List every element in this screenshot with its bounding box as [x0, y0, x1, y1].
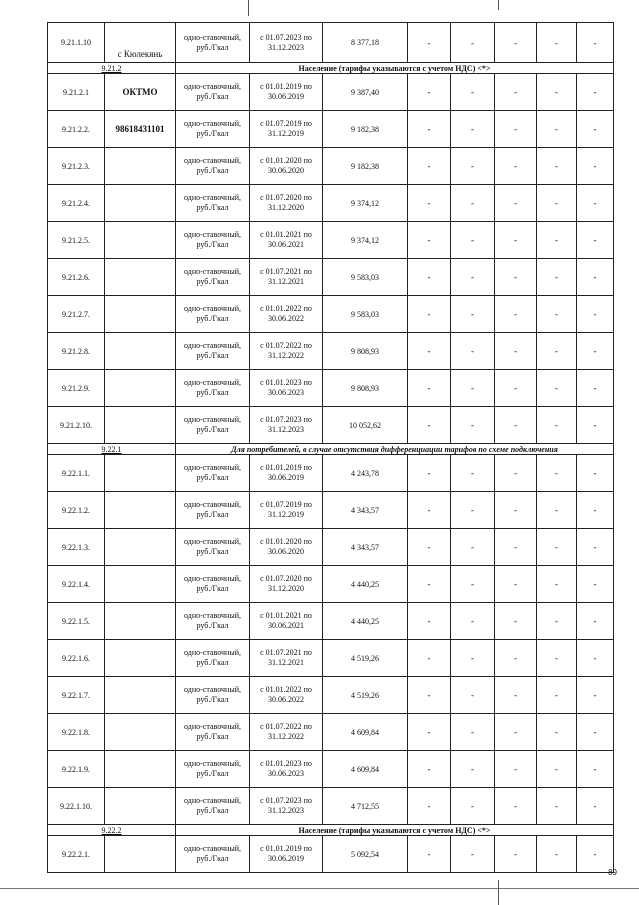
tariff-type: одно-ставочный, руб./Гкал: [176, 677, 250, 714]
empty-value-dash: -: [408, 259, 451, 296]
tariff-value: 4 609,84: [323, 714, 408, 751]
empty-value-dash: -: [495, 677, 537, 714]
organization-cell: [105, 222, 176, 259]
empty-value-dash: -: [577, 751, 614, 788]
empty-value-dash: -: [408, 185, 451, 222]
empty-value-dash: -: [537, 407, 577, 444]
tariff-type: одно-ставочный, руб./Гкал: [176, 603, 250, 640]
organization-cell: [105, 370, 176, 407]
tariff-value: 9 583,03: [323, 259, 408, 296]
empty-value-dash: -: [451, 407, 495, 444]
tariff-type: одно-ставочный, руб./Гкал: [176, 714, 250, 751]
empty-value-dash: -: [577, 566, 614, 603]
empty-value-dash: -: [451, 836, 495, 873]
tariff-value: 4 712,55: [323, 788, 408, 825]
organization-cell: [105, 751, 176, 788]
empty-value-dash: -: [408, 333, 451, 370]
table-row: [48, 222, 614, 259]
table-row: [48, 111, 614, 148]
tariff-period: с 01.07.2023 по 31.12.2023: [250, 407, 323, 444]
empty-value-dash: -: [408, 370, 451, 407]
tariff-table-body: [48, 23, 614, 873]
empty-value-dash: -: [451, 333, 495, 370]
tariff-value: 5 092,54: [323, 836, 408, 873]
row-number: 9.22.1.5.: [48, 603, 105, 640]
empty-value-dash: -: [577, 492, 614, 529]
empty-value-dash: -: [495, 333, 537, 370]
section-number: 9.22.1: [48, 444, 176, 455]
row-number: 9.21.2.6.: [48, 259, 105, 296]
organization-cell: [105, 407, 176, 444]
oktmo-code: 98618431101: [115, 124, 165, 134]
tariff-period: с 01.01.2023 по 30.06.2023: [250, 370, 323, 407]
section-row: [48, 825, 614, 836]
empty-value-dash: -: [408, 751, 451, 788]
empty-value-dash: -: [537, 148, 577, 185]
empty-value-dash: -: [495, 714, 537, 751]
tariff-period: с 01.07.2023 по 31.12.2023: [250, 23, 323, 63]
empty-value-dash: -: [537, 677, 577, 714]
empty-value-dash: -: [537, 23, 577, 63]
empty-value-dash: -: [537, 836, 577, 873]
empty-value-dash: -: [495, 640, 537, 677]
tariff-period: с 01.07.2020 по 31.12.2020: [250, 566, 323, 603]
table-row: [48, 640, 614, 677]
tariff-type: одно-ставочный, руб./Гкал: [176, 370, 250, 407]
row-number: 9.21.2.10.: [48, 407, 105, 444]
empty-value-dash: -: [451, 296, 495, 333]
tariff-type: одно-ставочный, руб./Гкал: [176, 296, 250, 333]
tariff-value: 9 182,38: [323, 148, 408, 185]
table-row: [48, 455, 614, 492]
tariff-value: 4 343,57: [323, 529, 408, 566]
tariff-type: одно-ставочный, руб./Гкал: [176, 455, 250, 492]
organization-cell: [105, 640, 176, 677]
tariff-period: с 01.07.2022 по 31.12.2022: [250, 714, 323, 751]
table-row: [48, 333, 614, 370]
empty-value-dash: -: [577, 296, 614, 333]
table-row: [48, 148, 614, 185]
empty-value-dash: -: [537, 370, 577, 407]
tariff-value: 4 519,26: [323, 640, 408, 677]
table-row: [48, 788, 614, 825]
tariff-period: с 01.01.2022 по 30.06.2022: [250, 296, 323, 333]
empty-value-dash: -: [451, 185, 495, 222]
empty-value-dash: -: [537, 751, 577, 788]
empty-value-dash: -: [537, 296, 577, 333]
empty-value-dash: -: [495, 23, 537, 63]
tariff-type: одно-ставочный, руб./Гкал: [176, 836, 250, 873]
tariff-value: 9 387,40: [323, 74, 408, 111]
empty-value-dash: -: [537, 603, 577, 640]
organization-cell: [105, 23, 176, 63]
table-row: [48, 529, 614, 566]
empty-value-dash: -: [408, 677, 451, 714]
organization-cell: [105, 529, 176, 566]
section-title: Население (тарифы указываются с учетом НДС) <*>: [176, 825, 614, 836]
tariff-period: с 01.07.2020 по 31.12.2020: [250, 185, 323, 222]
table-row: [48, 370, 614, 407]
row-number: 9.22.1.10.: [48, 788, 105, 825]
section-number: 9.22.2: [48, 825, 176, 836]
empty-value-dash: -: [495, 370, 537, 407]
table-row: [48, 603, 614, 640]
empty-value-dash: -: [577, 714, 614, 751]
table-row: [48, 407, 614, 444]
empty-value-dash: -: [451, 259, 495, 296]
organization-cell: [105, 74, 176, 111]
empty-value-dash: -: [577, 529, 614, 566]
empty-value-dash: -: [451, 788, 495, 825]
tariff-value: 9 182,38: [323, 111, 408, 148]
tariff-value: 4 243,78: [323, 455, 408, 492]
tariff-type: одно-ставочный, руб./Гкал: [176, 259, 250, 296]
tariff-value: 4 440,25: [323, 603, 408, 640]
tariff-type: одно-ставочный, руб./Гкал: [176, 529, 250, 566]
empty-value-dash: -: [577, 455, 614, 492]
empty-value-dash: -: [537, 529, 577, 566]
empty-value-dash: -: [451, 677, 495, 714]
tariff-period: с 01.07.2023 по 31.12.2023: [250, 788, 323, 825]
table-row: [48, 185, 614, 222]
row-number: 9.22.1.2.: [48, 492, 105, 529]
empty-value-dash: -: [451, 640, 495, 677]
empty-value-dash: -: [577, 788, 614, 825]
empty-value-dash: -: [408, 714, 451, 751]
empty-value-dash: -: [577, 677, 614, 714]
tariff-value: 4 609,84: [323, 751, 408, 788]
tariff-type: одно-ставочный, руб./Гкал: [176, 185, 250, 222]
empty-value-dash: -: [495, 111, 537, 148]
organization-cell: [105, 111, 176, 148]
empty-value-dash: -: [577, 185, 614, 222]
empty-value-dash: -: [451, 566, 495, 603]
tariff-value: 8 377,18: [323, 23, 408, 63]
empty-value-dash: -: [408, 640, 451, 677]
tariff-period: с 01.07.2021 по 31.12.2021: [250, 259, 323, 296]
empty-value-dash: -: [451, 492, 495, 529]
table-row: [48, 296, 614, 333]
empty-value-dash: -: [408, 603, 451, 640]
row-number: 9.21.2.4.: [48, 185, 105, 222]
tariff-type: одно-ставочный, руб./Гкал: [176, 148, 250, 185]
tariff-value: 4 519,26: [323, 677, 408, 714]
tariff-period: с 01.01.2021 по 30.06.2021: [250, 222, 323, 259]
tariff-period: с 01.01.2023 по 30.06.2023: [250, 751, 323, 788]
empty-value-dash: -: [577, 259, 614, 296]
tariff-table: [47, 22, 614, 873]
empty-value-dash: -: [451, 370, 495, 407]
row-number: 9.21.2.7.: [48, 296, 105, 333]
empty-value-dash: -: [451, 751, 495, 788]
empty-value-dash: -: [577, 74, 614, 111]
table-row: [48, 751, 614, 788]
empty-value-dash: -: [577, 333, 614, 370]
tariff-type: одно-ставочный, руб./Гкал: [176, 788, 250, 825]
empty-value-dash: -: [451, 23, 495, 63]
empty-value-dash: -: [451, 74, 495, 111]
row-number: 9.21.2.5.: [48, 222, 105, 259]
tariff-type: одно-ставочный, руб./Гкал: [176, 23, 250, 63]
empty-value-dash: -: [495, 455, 537, 492]
empty-value-dash: -: [537, 566, 577, 603]
empty-value-dash: -: [495, 836, 537, 873]
empty-value-dash: -: [537, 492, 577, 529]
empty-value-dash: -: [537, 185, 577, 222]
tariff-type: одно-ставочный, руб./Гкал: [176, 333, 250, 370]
empty-value-dash: -: [537, 640, 577, 677]
empty-value-dash: -: [408, 566, 451, 603]
organization-cell: [105, 296, 176, 333]
scan-mark-bottom: [498, 880, 499, 905]
empty-value-dash: -: [577, 111, 614, 148]
empty-value-dash: -: [495, 185, 537, 222]
tariff-type: одно-ставочный, руб./Гкал: [176, 111, 250, 148]
organization-cell: [105, 333, 176, 370]
table-row: [48, 23, 614, 63]
empty-value-dash: -: [537, 455, 577, 492]
page-number: 89: [608, 868, 617, 877]
section-row: [48, 63, 614, 74]
empty-value-dash: -: [408, 23, 451, 63]
row-number: 9.21.2.2.: [48, 111, 105, 148]
row-number: 9.22.1.8.: [48, 714, 105, 751]
empty-value-dash: -: [451, 455, 495, 492]
empty-value-dash: -: [495, 407, 537, 444]
empty-value-dash: -: [577, 23, 614, 63]
empty-value-dash: -: [577, 148, 614, 185]
empty-value-dash: -: [408, 788, 451, 825]
page-bottom-rule: [0, 888, 639, 889]
empty-value-dash: -: [577, 640, 614, 677]
empty-value-dash: -: [577, 836, 614, 873]
table-row: [48, 677, 614, 714]
section-title: Для потребителей, в случае отсутствия дифференциации тарифов по схеме подключения: [176, 444, 614, 455]
empty-value-dash: -: [408, 111, 451, 148]
row-number: 9.22.1.4.: [48, 566, 105, 603]
organization-cell: [105, 836, 176, 873]
empty-value-dash: -: [495, 566, 537, 603]
row-number: 9.22.1.9.: [48, 751, 105, 788]
organization-cell: [105, 492, 176, 529]
empty-value-dash: -: [577, 407, 614, 444]
organization-cell: [105, 714, 176, 751]
tariff-period: с 01.01.2021 по 30.06.2021: [250, 603, 323, 640]
tariff-value: 9 808,93: [323, 333, 408, 370]
scan-mark-top: [248, 0, 249, 16]
table-row: [48, 74, 614, 111]
empty-value-dash: -: [537, 259, 577, 296]
tariff-type: одно-ставочный, руб./Гкал: [176, 640, 250, 677]
empty-value-dash: -: [537, 714, 577, 751]
tariff-type: одно-ставочный, руб./Гкал: [176, 492, 250, 529]
row-number: 9.21.1.10: [48, 23, 105, 63]
empty-value-dash: -: [495, 529, 537, 566]
empty-value-dash: -: [408, 148, 451, 185]
tariff-type: одно-ставочный, руб./Гкал: [176, 74, 250, 111]
organization-cell: [105, 259, 176, 296]
tariff-type: одно-ставочный, руб./Гкал: [176, 407, 250, 444]
tariff-type: одно-ставочный, руб./Гкал: [176, 751, 250, 788]
empty-value-dash: -: [577, 370, 614, 407]
empty-value-dash: -: [451, 148, 495, 185]
tariff-period: с 01.01.2019 по 30.06.2019: [250, 455, 323, 492]
tariff-period: с 01.07.2019 по 31.12.2019: [250, 492, 323, 529]
tariff-value: 9 374,12: [323, 222, 408, 259]
table-row: [48, 714, 614, 751]
empty-value-dash: -: [537, 788, 577, 825]
empty-value-dash: -: [495, 222, 537, 259]
tariff-type: одно-ставочный, руб./Гкал: [176, 222, 250, 259]
empty-value-dash: -: [451, 714, 495, 751]
empty-value-dash: -: [537, 222, 577, 259]
organization-cell: [105, 148, 176, 185]
empty-value-dash: -: [408, 296, 451, 333]
tariff-value: 9 808,93: [323, 370, 408, 407]
empty-value-dash: -: [408, 407, 451, 444]
section-row: [48, 444, 614, 455]
tariff-type: одно-ставочный, руб./Гкал: [176, 566, 250, 603]
tariff-period: с 01.01.2022 по 30.06.2022: [250, 677, 323, 714]
empty-value-dash: -: [577, 222, 614, 259]
tariff-value: 4 343,57: [323, 492, 408, 529]
table-row: [48, 566, 614, 603]
organization-cell: [105, 185, 176, 222]
tariff-period: с 01.07.2022 по 31.12.2022: [250, 333, 323, 370]
row-number: 9.22.1.7.: [48, 677, 105, 714]
row-number: 9.21.2.3.: [48, 148, 105, 185]
organization-cell: [105, 603, 176, 640]
organization-cell: [105, 566, 176, 603]
table-row: [48, 259, 614, 296]
empty-value-dash: -: [408, 492, 451, 529]
tariff-period: с 01.07.2021 по 31.12.2021: [250, 640, 323, 677]
empty-value-dash: -: [495, 751, 537, 788]
tariff-value: 10 052,62: [323, 407, 408, 444]
tariff-period: с 01.07.2019 по 31.12.2019: [250, 111, 323, 148]
table-row: [48, 492, 614, 529]
organization-cell: [105, 677, 176, 714]
empty-value-dash: -: [408, 455, 451, 492]
empty-value-dash: -: [495, 788, 537, 825]
empty-value-dash: -: [408, 74, 451, 111]
empty-value-dash: -: [577, 603, 614, 640]
empty-value-dash: -: [495, 74, 537, 111]
tariff-period: с 01.01.2019 по 30.06.2019: [250, 74, 323, 111]
section-title: Население (тарифы указываются с учетом НДС) <*>: [176, 63, 614, 74]
row-number: 9.22.1.3.: [48, 529, 105, 566]
scan-mark-top-right: [498, 0, 499, 10]
empty-value-dash: -: [408, 836, 451, 873]
empty-value-dash: -: [408, 222, 451, 259]
oktmo-label: ОКТМО: [122, 87, 158, 97]
table-row: [48, 836, 614, 873]
empty-value-dash: -: [537, 111, 577, 148]
tariff-period: с 01.01.2019 по 30.06.2019: [250, 836, 323, 873]
tariff-period: с 01.01.2020 по 30.06.2020: [250, 148, 323, 185]
empty-value-dash: -: [451, 111, 495, 148]
tariff-period: с 01.01.2020 по 30.06.2020: [250, 529, 323, 566]
empty-value-dash: -: [451, 603, 495, 640]
row-number: 9.22.1.6.: [48, 640, 105, 677]
empty-value-dash: -: [451, 529, 495, 566]
empty-value-dash: -: [495, 492, 537, 529]
row-number: 9.21.2.1: [48, 74, 105, 111]
empty-value-dash: -: [495, 148, 537, 185]
empty-value-dash: -: [537, 333, 577, 370]
empty-value-dash: -: [537, 74, 577, 111]
row-number: 9.21.2.8.: [48, 333, 105, 370]
organization-cell: [105, 788, 176, 825]
row-number: 9.22.2.1.: [48, 836, 105, 873]
tariff-value: 4 440,25: [323, 566, 408, 603]
row-number: 9.22.1.1.: [48, 455, 105, 492]
locality-top: с Кюлекянь: [117, 49, 163, 59]
row-number: 9.21.2.9.: [48, 370, 105, 407]
empty-value-dash: -: [495, 259, 537, 296]
empty-value-dash: -: [495, 603, 537, 640]
empty-value-dash: -: [495, 296, 537, 333]
empty-value-dash: -: [451, 222, 495, 259]
tariff-value: 9 583,03: [323, 296, 408, 333]
empty-value-dash: -: [408, 529, 451, 566]
section-number: 9.21.2: [48, 63, 176, 74]
tariff-value: 9 374,12: [323, 185, 408, 222]
organization-cell: [105, 455, 176, 492]
